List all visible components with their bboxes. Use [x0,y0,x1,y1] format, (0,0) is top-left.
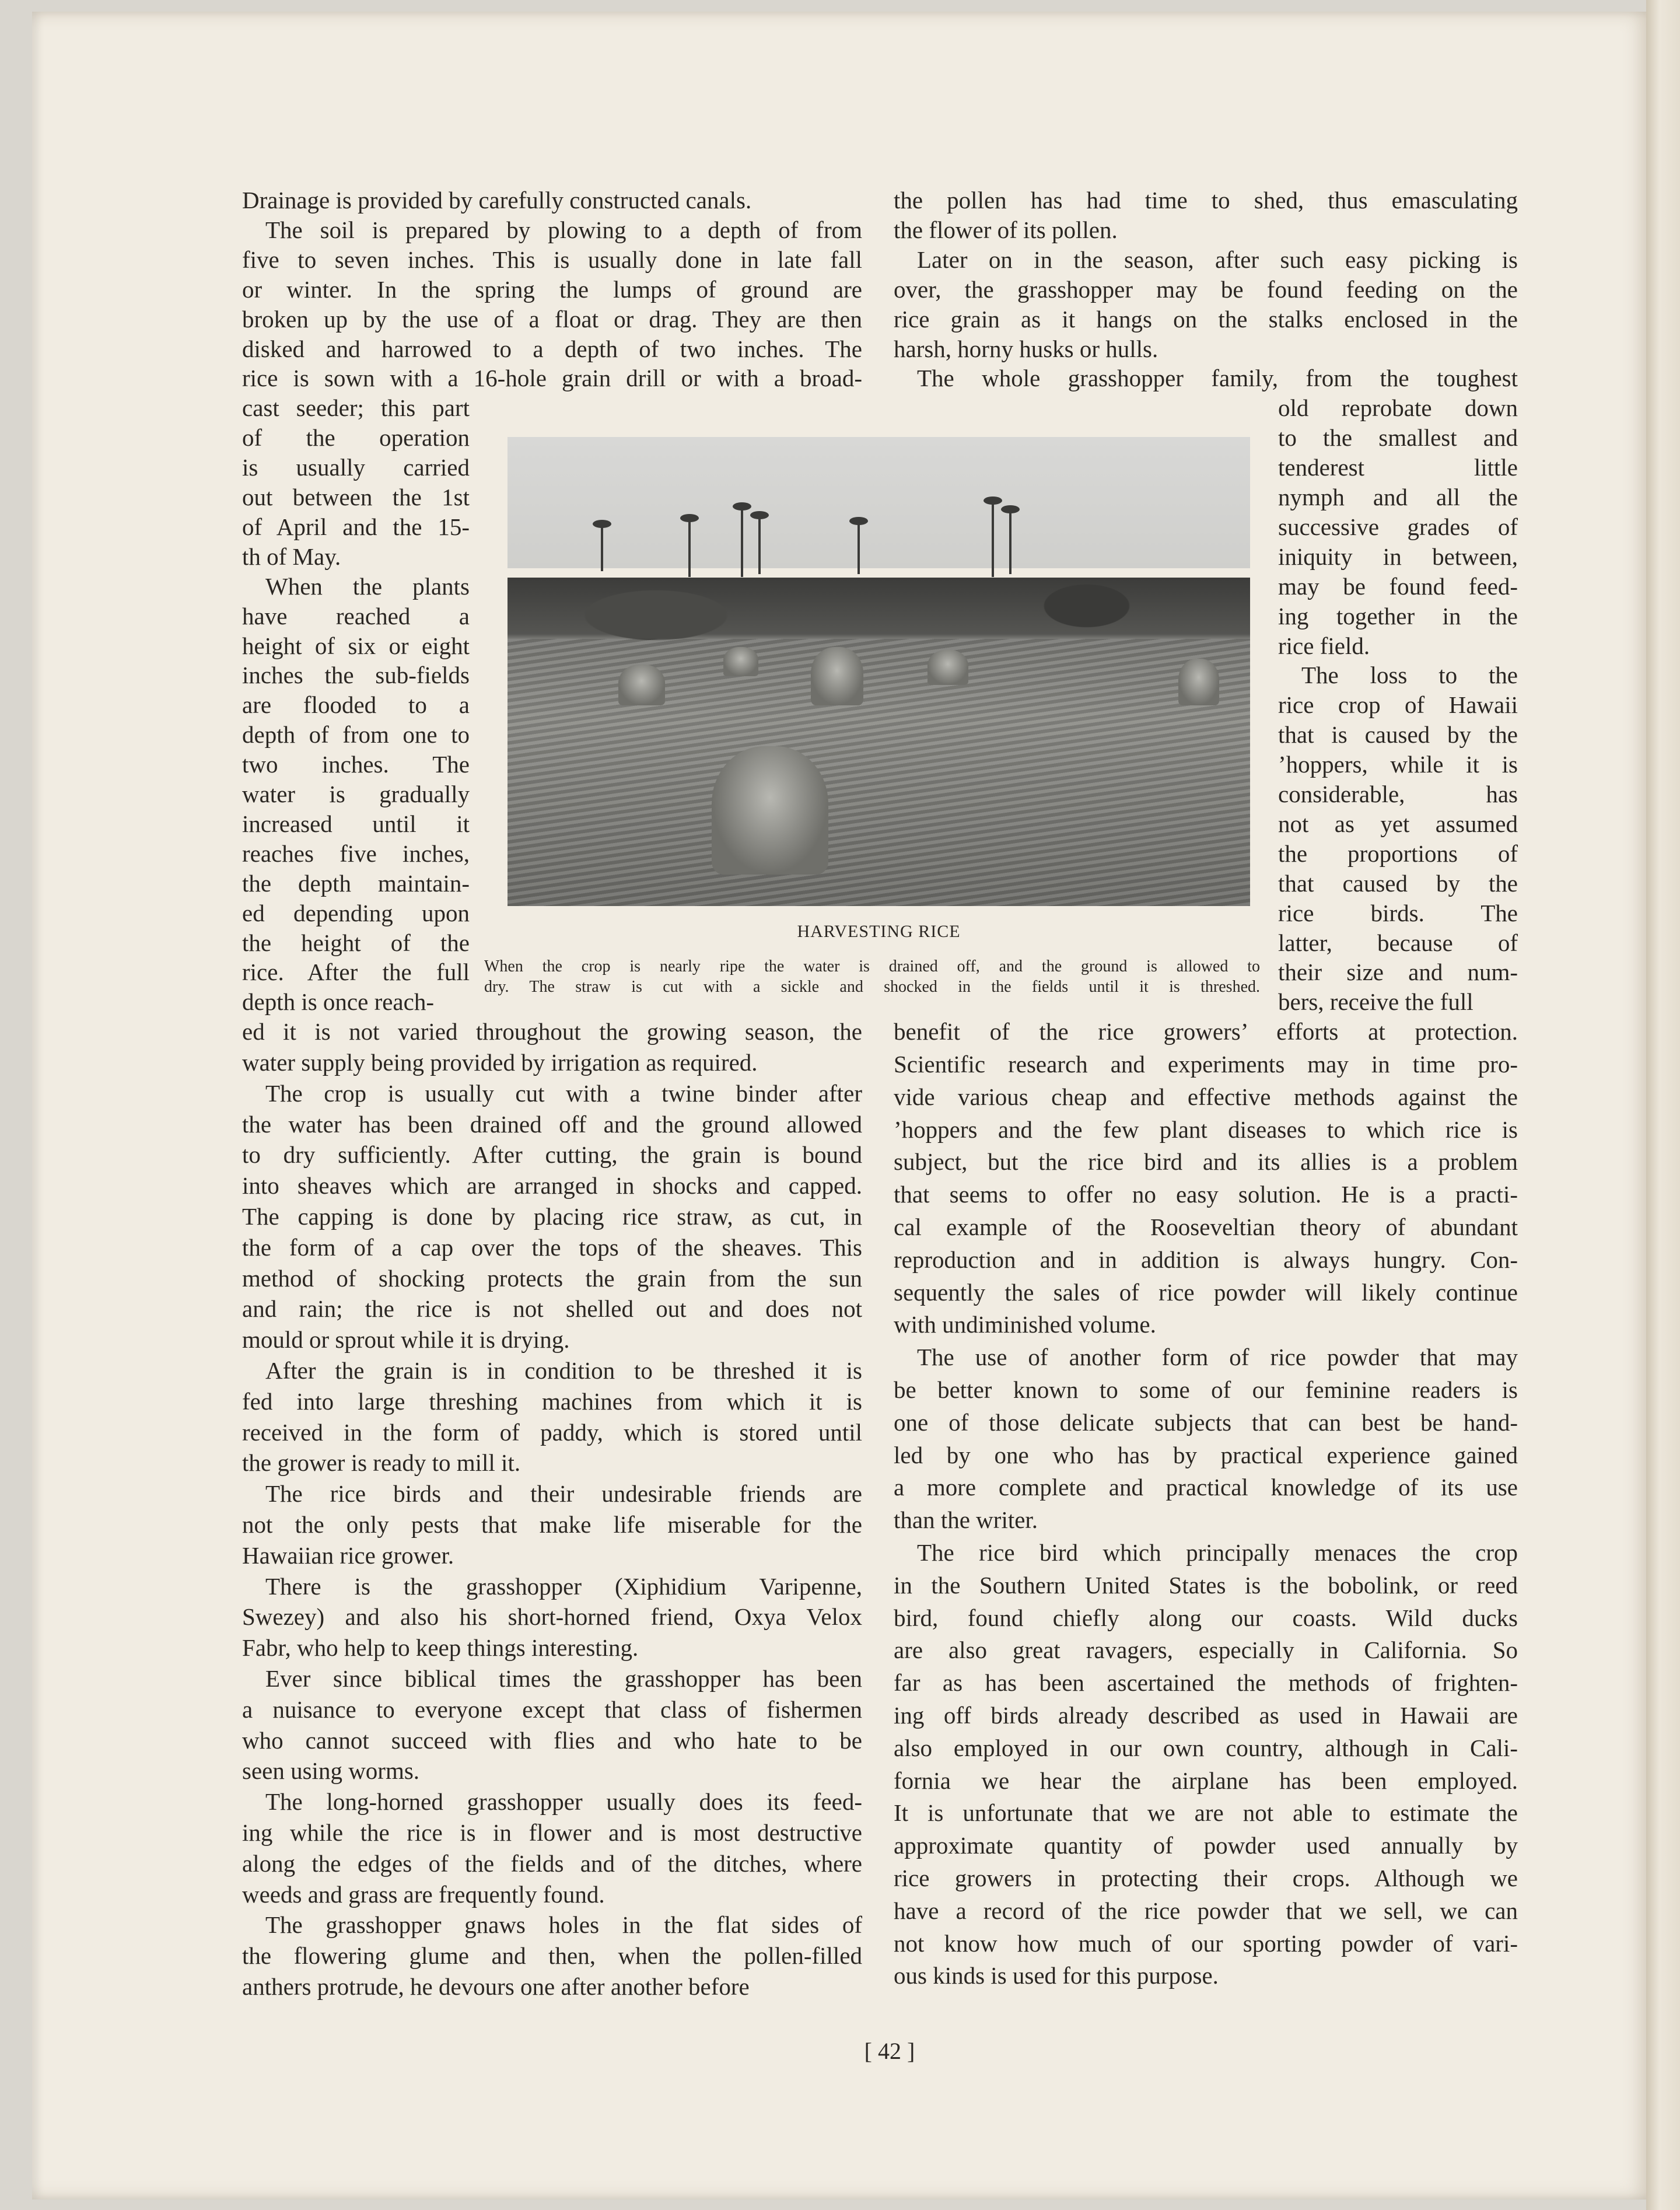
text-line: anthers protrude, he devours one after another before [242,1973,750,2000]
text-line: ing while the rice is in flower and is most destructive [242,1819,862,1846]
figure-caption-line: When the crop is nearly ripe the water is drained off, and the ground is allowed to [484,957,1260,975]
text-line: with undiminished volume. [894,1311,1156,1338]
text-line: There is the grasshopper (Xiphidium Varipenne, [265,1572,862,1600]
text-line: rice field. [1278,632,1370,659]
text-line: The use of another form of rice powder that may [917,1344,1518,1371]
text-line: cast seeder; this part [242,394,470,422]
text-line: vide various cheap and effective methods against the [894,1083,1518,1110]
text-line: bird, found chiefly along our coasts. Wild ducks [894,1604,1518,1631]
rice-shock [811,647,863,705]
text-line: a nuisance to everyone except that class of fishermen [242,1695,862,1723]
palm-tree [688,519,691,577]
text-line: to dry sufficiently. After cutting, the grain is bound [242,1141,862,1169]
palm-tree [741,507,743,577]
text-line: latter, because of [1278,929,1518,956]
text-line: weeds and grass are frequently found. [242,1880,605,1908]
rice-shock [1178,659,1219,705]
text-line: It is unfortunate that we are not able to estimate the [894,1799,1518,1827]
text-line: received in the form of paddy, which is stored until [242,1418,862,1446]
text-line: Hawaiian rice grower. [242,1541,454,1569]
text-line: considerable, has [1278,781,1518,807]
text-line: fornia we hear the airplane has been employed. [894,1767,1518,1794]
text-line: the water has been drained off and the ground allowed [242,1110,862,1138]
text-line: water supply being provided by irrigation as required. [242,1049,758,1076]
text-line: increased until it [242,810,470,837]
text-line: Fabr, who help to keep things interesting. [242,1634,639,1662]
text-line: the depth maintain- [242,869,470,897]
palm-tree [1009,510,1012,574]
text-line: to the smallest and [1278,424,1518,452]
rice-shock [723,647,758,676]
text-line: ing together in the [1278,602,1518,630]
text-line: the flower of its pollen. [894,216,1118,243]
text-line: The loss to the [1301,662,1518,689]
text-line: ’hoppers and the few plant diseases to which rice is [894,1116,1518,1143]
page-binding-edge [1646,0,1680,2210]
text-line: in the Southern United States is the bobolink, or reed [894,1571,1518,1599]
text-line: not the only pests that make life miserable for the [242,1511,862,1538]
text-line: successive grades of [1278,513,1518,540]
text-line: water is gradually [242,781,470,807]
text-line: over, the grasshopper may be found feeding on the [894,275,1518,303]
text-line: Swezey) and also his short-horned friend, Oxya Velox [242,1603,862,1631]
text-line: out between the 1st [242,484,470,510]
text-line: rice birds. The [1278,899,1518,926]
text-line: the height of the [242,929,470,956]
text-line: the grower is ready to mill it. [242,1449,521,1477]
text-line: rice is sown with a 16-hole grain drill or with a broad- [242,365,862,392]
text-line: sequently the sales of rice powder will likely continue [894,1278,1518,1306]
palm-tree [992,501,994,577]
text-line: the flowering glume and then, when the pollen-filled [242,1942,862,1970]
rice-shock [712,746,828,875]
text-line: height of six or eight [242,632,470,659]
text-line: iniquity in between, [1278,543,1518,570]
text-line: five to seven inches. This is usually done in late fall [242,246,862,273]
text-line: also employed in our own country, although in Cali- [894,1734,1518,1761]
text-line: tenderest little [1278,454,1518,481]
text-line: rice growers in protecting their crops. Although we [894,1865,1518,1891]
text-line: bers, receive the full [1278,988,1474,1016]
text-line: mould or sprout while it is drying. [242,1326,570,1354]
text-line: ’hoppers, while it is [1278,751,1518,778]
text-line: be better known to some of our feminine readers is [894,1376,1518,1403]
palm-tree [858,522,860,574]
text-line: When the plants [265,572,470,600]
text-line: one of those delicate subjects that can best be hand- [894,1408,1518,1436]
text-line: After the grain is in condition to be threshed it is [265,1357,862,1384]
text-line: inches the sub-fields [242,662,470,689]
text-line: The grasshopper gnaws holes in the flat sides of [265,1911,862,1939]
text-line: th of May. [242,543,341,570]
figure-title: HARVESTING RICE [797,922,961,941]
text-line: ous kinds is used for this purpose. [894,1962,1219,1989]
text-line: old reprobate down [1278,394,1518,422]
text-line: along the edges of the fields and of the ditches, where [242,1849,862,1877]
text-line: The capping is done by placing rice straw, as cut, in [242,1203,862,1230]
text-line: their size and num- [1278,959,1518,986]
text-line: that caused by the [1278,869,1518,897]
text-line: two inches. The [242,751,470,778]
text-line: disked and harrowed to a depth of two inches. The [242,335,862,362]
text-line: have reached a [242,602,470,630]
text-line: rice grain as it hangs on the stalks enclosed in the [894,305,1518,333]
text-line: reproduction and in addition is always hungry. Con- [894,1246,1518,1273]
text-line: cal example of the Rooseveltian theory of abundant [894,1214,1518,1240]
text-line: may be found feed- [1278,572,1518,600]
text-line: broken up by the use of a float or drag. They are then [242,305,862,333]
text-line: Scientific research and experiments may in time pro- [894,1051,1518,1078]
text-line: The whole grasshopper family, from the toughest [917,365,1518,392]
text-line: The soil is prepared by plowing to a depth of from [265,216,862,243]
text-line: Drainage is provided by carefully constructed canals. [242,187,752,214]
text-line: that is caused by the [1278,721,1518,749]
text-line: Ever since biblical times the grasshopper has been [265,1665,862,1692]
text-line: nymph and all the [1278,484,1518,510]
text-line: rice. After the full [242,959,470,986]
text-line: are also great ravagers, especially in California. So [894,1636,1518,1664]
text-line: of the operation [242,424,470,452]
text-line: who cannot succeed with flies and who hate to be [242,1726,862,1754]
text-line: of April and the 15- [242,513,470,540]
rice-shock [928,650,968,685]
text-line: ed depending upon [242,899,470,926]
text-line: or winter. In the spring the lumps of ground are [242,275,862,303]
text-line: ing off birds already described as used in Hawaii are [894,1702,1518,1729]
text-line: far as has been ascertained the methods of frighten- [894,1669,1518,1697]
text-line: than the writer. [894,1506,1038,1534]
text-line: Later on in the season, after such easy picking is [917,246,1518,273]
text-line: not as yet assumed [1278,810,1518,837]
text-line: The crop is usually cut with a twine binder after [265,1079,862,1107]
text-line: the pollen has had time to shed, thus emasculating [894,187,1518,214]
rice-shock [618,665,665,705]
harvesting-rice-photo [508,437,1250,906]
text-line: harsh, horny husks or hulls. [894,335,1158,362]
text-line: benefit of the rice growers’ efforts at protection. [894,1018,1518,1045]
figure-caption-line: dry. The straw is cut with a sickle and shocked in the fields until it is threshed. [484,978,1260,996]
text-line: is usually carried [242,454,470,481]
text-line: that seems to offer no easy solution. He is a practi- [894,1181,1518,1208]
palm-tree [601,524,603,571]
text-line: not know how much of our sporting powder of vari- [894,1929,1518,1957]
text-line: a more complete and practical knowledge of its use [894,1474,1518,1501]
text-line: depth is once reach- [242,988,434,1016]
page-number: [ 42 ] [864,2038,915,2064]
text-line: subject, but the rice bird and its allies is a problem [894,1148,1518,1176]
text-line: ed it is not varied throughout the growing season, the [242,1018,862,1045]
text-line: approximate quantity of powder used annually by [894,1832,1518,1859]
palm-tree [758,516,761,574]
text-line: The long-horned grasshopper usually does its feed- [265,1788,862,1816]
text-line: seen using worms. [242,1757,420,1785]
text-line: fed into large threshing machines from which it is [242,1387,862,1415]
text-line: have a record of the rice powder that we sell, we can [894,1897,1518,1924]
text-line: the proportions of [1278,840,1518,867]
text-line: depth of from one to [242,721,470,749]
text-line: reaches five inches, [242,840,470,867]
text-line: the form of a cap over the tops of the sheaves. This [242,1233,862,1261]
text-line: The rice birds and their undesirable friends are [265,1480,862,1508]
text-line: led by one who has by practical experience gained [894,1441,1518,1468]
text-line: rice crop of Hawaii [1278,691,1518,719]
text-line: and rain; the rice is not shelled out and does not [242,1295,862,1323]
text-line: method of shocking protects the grain from the sun [242,1264,862,1292]
text-line: are flooded to a [242,691,470,719]
text-line: The rice bird which principally menaces the crop [917,1539,1518,1566]
text-line: into sheaves which are arranged in shocks and capped. [242,1172,862,1200]
